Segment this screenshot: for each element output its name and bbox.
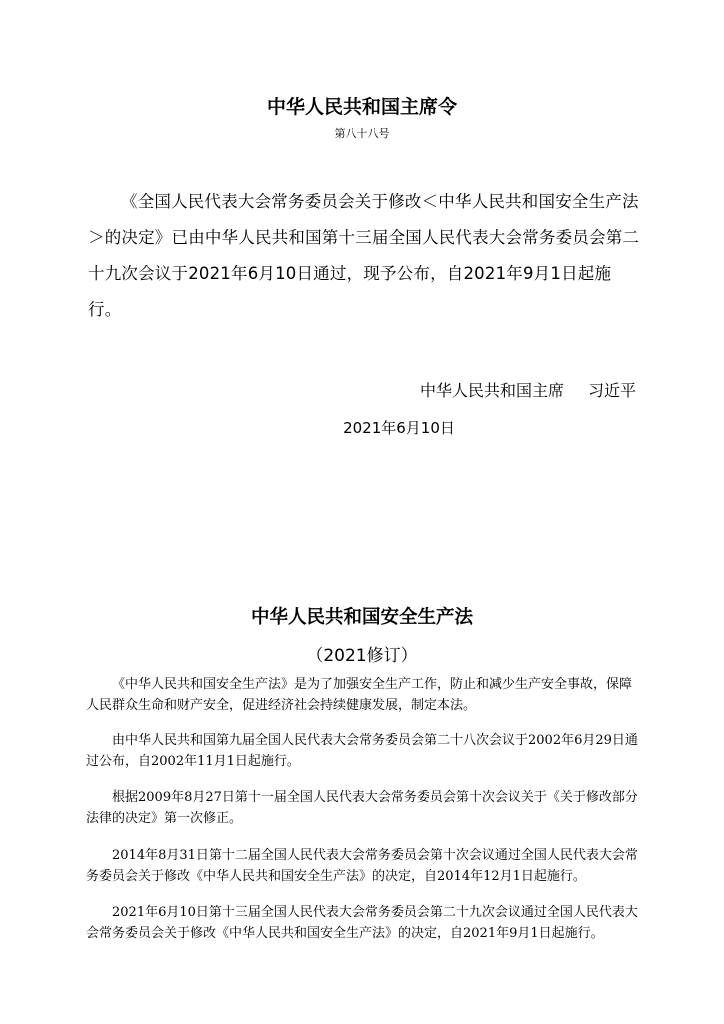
- decree-number: 第八十八号: [334, 127, 390, 140]
- preamble-paragraph: 《中华人民共和国安全生产法》是为了加强安全生产工作，防止和减少生产安全事故，保障人民群众生命和财产安全，促进经济社会持续健康发展，制定本法。: [86, 677, 633, 713]
- decree-title: 中华人民共和国主席令: [266, 96, 457, 118]
- signer-name: 习近平: [587, 381, 636, 400]
- signature-line: [88, 380, 636, 402]
- preamble-paragraph: 由中华人民共和国第九届全国人民代表大会常务委员会第二十八次会议于2002年6月29日通过公布，自2002年11月1日起施行。: [86, 733, 638, 769]
- preamble-paragraph: 根据2009年8月27日第十一届全国人民代表大会常务委员会第十次会议关于《关于修改部分法律的决定》第一次修正。: [86, 790, 638, 826]
- decree-body: 《全国人民代表大会常务委员会关于修改＜中华人民共和国安全生产法＞的决定》已由中华人民共和国第十三届全国人民代表大会常务委员会第二十九次会议于2021年6月10日通过，现予公布，自2021年9月1日起施行。: [88, 192, 640, 319]
- decree-date: 2021年6月10日: [343, 419, 455, 437]
- preamble-paragraph: 2021年6月10日第十三届全国人民代表大会常务委员会第二十九次会议通过全国人民代表大会常务委员会关于修改《中华人民共和国安全生产法》的决定，自2021年9月1日起施行。: [86, 905, 638, 941]
- preamble-paragraph: 2014年8月31日第十二届全国人民代表大会常务委员会第十次会议通过全国人民代表大会常务委员会关于修改《中华人民共和国安全生产法》的决定，自2014年12月1日起施行。: [86, 848, 638, 884]
- signer-title: 中华人民共和国主席: [419, 381, 564, 400]
- law-subtitle: （2021修订）: [306, 646, 418, 666]
- law-title: 中华人民共和国安全生产法: [250, 607, 473, 628]
